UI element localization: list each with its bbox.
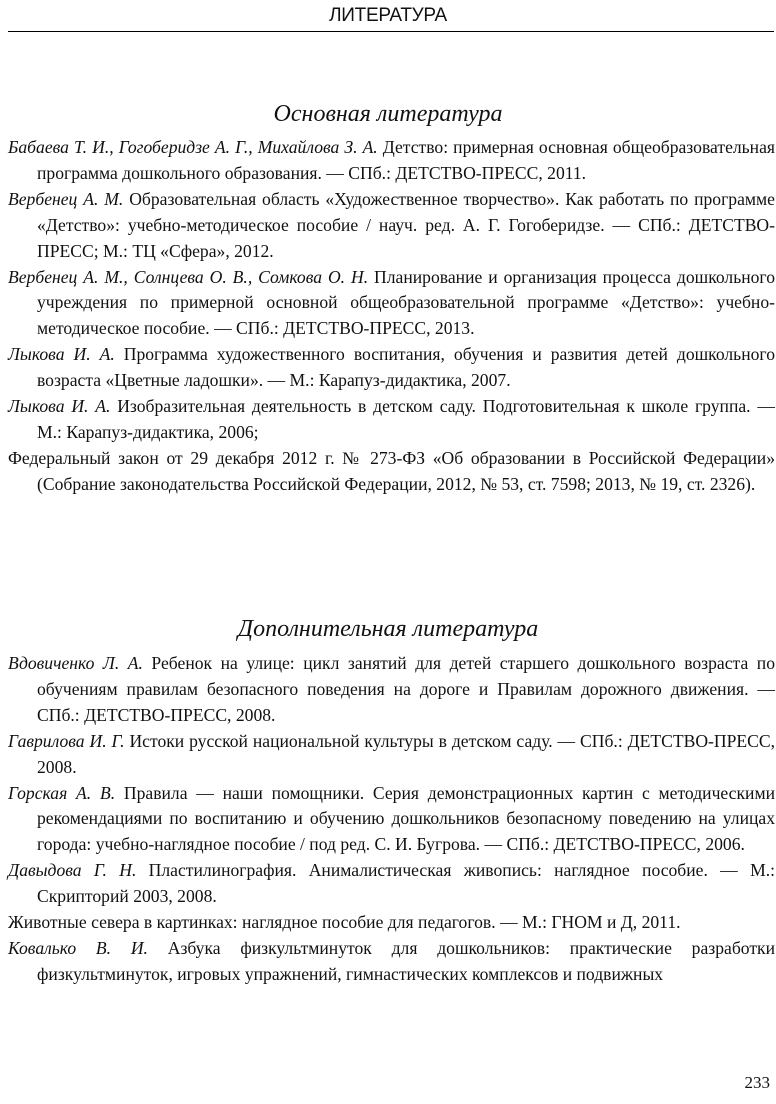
- entry-author: Гаврилова И. Г.: [8, 730, 125, 751]
- entry-text: Детство: примерная основная общеобразовательная программа дошкольного образования. — СПб.: ДЕТСТВО-ПРЕСС, 2011.: [37, 137, 776, 183]
- entry-text: Животные севера в картинках: наглядное пособие для педагогов. — М.: ГНОМ и Д, 2011.: [8, 912, 681, 933]
- entry-author: Давыдова Г. Н.: [8, 860, 137, 881]
- entry-text: Планирование и организация процесса дошкольного учреждения по примерной основной общеобразовательной программе «Детство»: учебно-методическое пособие. — СПб.: ДЕТСТВО-ПРЕСС, 2013.: [37, 266, 776, 339]
- entry-text: Изобразительная деятельность в детском саду. Подготовительная к школе группа. — М.: Карапуз-дидактика, 2006;: [37, 396, 775, 442]
- running-header: ЛИТЕРАТУРА: [329, 5, 447, 26]
- bib-entry: [8, 781, 775, 859]
- bib-entry: [8, 446, 775, 498]
- bib-entry: [8, 936, 775, 988]
- entry-text: Образовательная область «Художественное творчество». Как работать по программе «Детство»: учебно-методическое пособие / науч. ред. А. Г. Гогоберидзе. — СПб.: ДЕТСТВО-ПРЕСС; М.: ТЦ «Сфера», 2012.: [37, 188, 775, 261]
- bib-entry: [8, 187, 775, 265]
- entry-author: Вербенец А. М.: [8, 188, 124, 209]
- bib-entry: [8, 265, 775, 343]
- entry-text: Ребенок на улице: цикл занятий для детей старшего дошкольного возраста по обучениям правилам безопасного поведения на дороге и Правилам дорожного движения. — СПб.: ДЕТСТВО-ПРЕСС, 2008.: [37, 653, 775, 725]
- main-bibliography-list: [8, 135, 775, 498]
- bib-entry: [8, 910, 775, 936]
- entry-author: Вдовиченко Л. А.: [8, 653, 143, 673]
- entry-author: Бабаева Т. И., Гогоберидзе А. Г., Михайлова З. А.: [8, 137, 378, 157]
- additional-bibliography-list: [8, 651, 775, 988]
- entry-text: Правила — наши помощники. Серия демонстрационных картин с методическими рекомендациями по воспитанию и обучению дошкольников безопасному поведению на улицах города: учебно-наглядное пособие / под ред. С. И. Бугрова. — СПб.: ДЕТСТВО-ПРЕСС, 2006.: [37, 782, 776, 855]
- bib-entry: [8, 651, 775, 729]
- header-rule: [8, 31, 774, 32]
- entry-author: Лыкова И. А.: [8, 344, 115, 365]
- entry-text: Программа художественного воспитания, обучения и развития детей дошкольного возраста «Цветные ладошки». — М.: Карапуз-дидактика, 2007.: [37, 344, 775, 391]
- section-title-additional: Дополнительная литература: [237, 615, 539, 642]
- bib-entry: [8, 394, 775, 446]
- bib-entry: [8, 858, 775, 910]
- bib-entry: [8, 729, 775, 781]
- entry-author: Ковалько В. И.: [8, 937, 148, 958]
- entry-text: Пластилинография. Анималистическая живопись: наглядное пособие. — М.: Скрипторий 2003, 2008.: [37, 860, 775, 907]
- entry-text: Истоки русской национальной культуры в детском саду. — СПб.: ДЕТСТВО-ПРЕСС, 2008.: [37, 730, 775, 777]
- entry-author: Вербенец А. М., Солнцева О. В., Сомкова О. Н.: [8, 266, 369, 287]
- section-title-main: Основная литература: [273, 100, 503, 127]
- bib-entry: [8, 135, 775, 187]
- page-number: 233: [744, 1073, 770, 1092]
- entry-text: Федеральный закон от 29 декабря 2012 г. № 273-ФЗ «Об образовании в Российской Федерации» (Собрание законодательства Российской Федерации, 2012, № 53, ст. 7598; 2013, № 19, ст. 2326).: [8, 447, 775, 494]
- bib-entry: [8, 342, 775, 394]
- entry-author: Лыкова И. А.: [8, 396, 111, 417]
- entry-author: Горская А. В.: [8, 782, 116, 803]
- entry-text: Азбука физкультминуток для дошкольников: практические разработки физкультминуток, игровых упражнений, гимнастических комплексов и подвижных: [37, 937, 775, 984]
